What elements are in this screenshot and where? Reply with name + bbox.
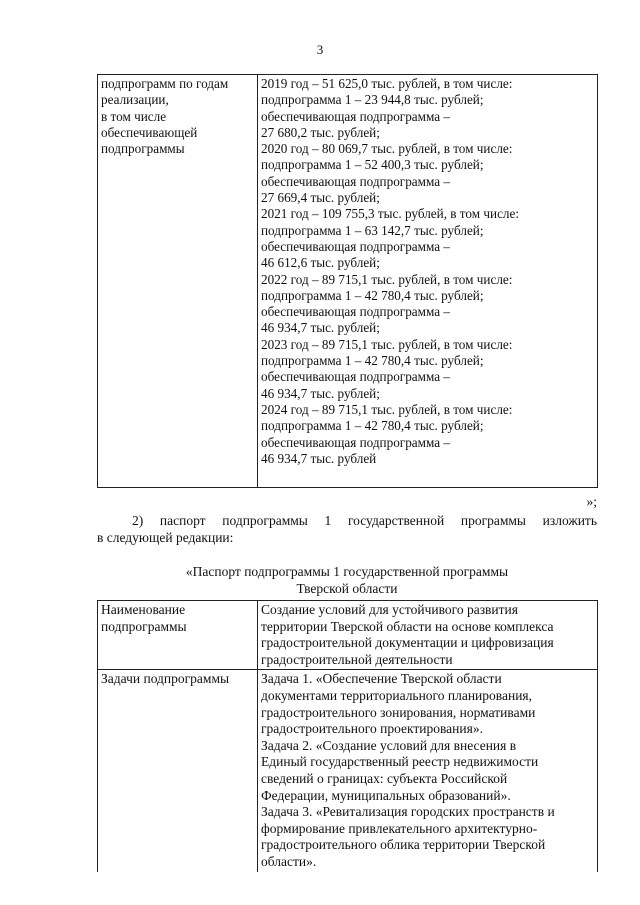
- amendment-line-2: в следующей редакции:: [97, 530, 234, 545]
- passport-title-line-1: «Паспорт подпрограммы 1 государственной программы: [185, 564, 509, 579]
- financing-line: 46 934,7 тыс. рублей;: [261, 385, 380, 401]
- financing-line: подпрограмма 1 – 42 780,4 тыс. рублей;: [261, 418, 484, 434]
- passport-value-line: Задача 2. «Создание условий для внесения в: [261, 737, 517, 753]
- amendment-line-1: 2) паспорт подпрограммы 1 государственной программы изложить: [132, 513, 597, 528]
- financing-line: подпрограмма 1 – 52 400,3 тыс. рублей;: [261, 157, 484, 173]
- passport-label-line: подпрограммы: [101, 618, 187, 634]
- financing-line: 2020 год – 80 069,7 тыс. рублей, в том числе:: [261, 141, 513, 157]
- passport-value-line: Федерации, муниципальных образований».: [261, 787, 511, 803]
- financing-line: обеспечивающая подпрограмма –: [261, 434, 450, 450]
- passport-value-line: сведений о границах: субъекта Российской: [261, 770, 508, 786]
- amendment-paragraph: [97, 512, 597, 546]
- passport-value-line: градостроительного проектирования».: [261, 721, 483, 737]
- passport-value-line: территории Тверской области на основе комплекса: [261, 618, 554, 634]
- financing-label-line: в том числе: [101, 108, 167, 124]
- financing-line: обеспечивающая подпрограмма –: [261, 238, 450, 254]
- passport-value-line: области».: [261, 853, 317, 869]
- passport-title: [97, 563, 597, 597]
- financing-line: обеспечивающая подпрограмма –: [261, 173, 450, 189]
- financing-line: 2019 год – 51 625,0 тыс. рублей, в том числе:: [261, 76, 513, 91]
- financing-label-cell: [98, 75, 258, 488]
- passport-label-cell: [98, 601, 258, 670]
- passport-value-line: Задача 1. «Обеспечение Тверской области: [261, 671, 502, 687]
- financing-line: подпрограмма 1 – 42 780,4 тыс. рублей;: [261, 353, 484, 369]
- financing-label-line: реализации,: [101, 92, 169, 108]
- financing-line: 27 680,2 тыс. рублей;: [261, 124, 380, 140]
- financing-line: 2022 год – 89 715,1 тыс. рублей, в том числе:: [261, 271, 513, 287]
- financing-line: обеспечивающая подпрограмма –: [261, 369, 450, 385]
- financing-line: 46 612,6 тыс. рублей;: [261, 255, 380, 271]
- closing-quote: »;: [586, 494, 597, 509]
- financing-label-line: обеспечивающей: [101, 124, 198, 140]
- passport-label-line: Задачи подпрограммы: [101, 671, 230, 687]
- financing-value-cell: [258, 75, 598, 488]
- passport-value-line: градостроительного зонирования, нормативами: [261, 704, 536, 720]
- financing-label-line: подпрограммы: [101, 141, 185, 157]
- table-row: [98, 601, 598, 670]
- passport-value-line: градостроительной деятельности: [261, 651, 453, 667]
- passport-label-cell: [98, 670, 258, 872]
- passport-value-cell: [258, 601, 598, 670]
- passport-value-line: градостроительной документации и цифровизация: [261, 635, 554, 651]
- financing-table: [97, 74, 598, 488]
- financing-line: 27 669,4 тыс. рублей;: [261, 190, 380, 206]
- financing-row: [98, 75, 598, 488]
- passport-title-line-2: Тверской области: [296, 581, 398, 596]
- financing-line: обеспечивающая подпрограмма –: [261, 108, 450, 124]
- financing-label-line: подпрограмм по годам: [101, 76, 229, 91]
- financing-line: 2023 год – 89 715,1 тыс. рублей, в том числе:: [261, 336, 513, 352]
- passport-label-line: Наименование: [101, 602, 186, 617]
- table-row: [98, 670, 598, 872]
- passport-value-line: документами территориального планирования,: [261, 687, 533, 703]
- financing-line: 46 934,7 тыс. рублей;: [261, 320, 380, 336]
- passport-value-line: Задача 3. «Ревитализация городских пространств и: [261, 804, 555, 820]
- passport-value-line: формирование привлекательного архитектурно-: [261, 820, 538, 836]
- financing-line: 46 934,7 тыс. рублей: [261, 450, 377, 466]
- financing-line: подпрограмма 1 – 63 142,7 тыс. рублей;: [261, 222, 484, 238]
- passport-value-line: градостроительного облика территории Тверской: [261, 837, 546, 853]
- passport-value-line: Единый государственный реестр недвижимости: [261, 754, 539, 770]
- financing-line: 2021 год – 109 755,3 тыс. рублей, в том числе:: [261, 206, 520, 222]
- passport-value-cell: [258, 670, 598, 872]
- passport-value-line: Создание условий для устойчивого развития: [261, 602, 518, 617]
- financing-line: подпрограмма 1 – 42 780,4 тыс. рублей;: [261, 287, 484, 303]
- passport-table: [97, 600, 598, 872]
- financing-line: обеспечивающая подпрограмма –: [261, 304, 450, 320]
- financing-line: 2024 год – 89 715,1 тыс. рублей, в том числе:: [261, 401, 513, 417]
- financing-line: подпрограмма 1 – 23 944,8 тыс. рублей;: [261, 92, 484, 108]
- page-number: 3: [316, 42, 324, 57]
